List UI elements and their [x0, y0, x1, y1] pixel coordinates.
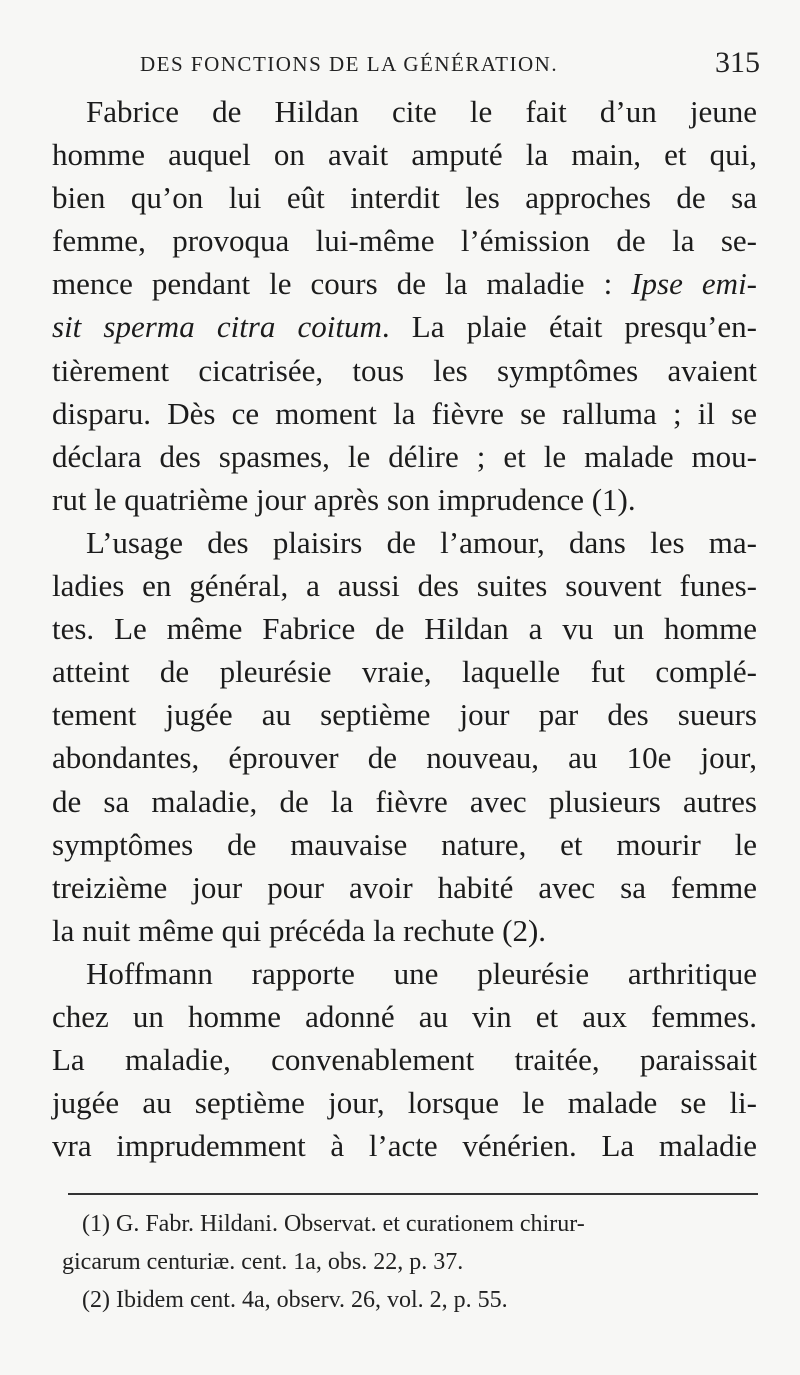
- latin-quote: Ipse emi-: [631, 266, 758, 302]
- text-line: la nuit même qui précéda la rechute (2).: [52, 912, 547, 948]
- text-line: chez un homme adonné au vin et aux femmes.: [52, 998, 757, 1034]
- footnote-divider: [68, 1193, 758, 1195]
- text-line: tes. Le même Fabrice de Hildan a vu un homme: [52, 611, 757, 647]
- text-line: déclara des spasmes, le délire ; et le malade mou-: [52, 438, 757, 474]
- latin-quote: sit sperma citra coitum: [52, 309, 382, 345]
- text-line: jugée au septième jour, lorsque le malade se li-: [52, 1085, 757, 1121]
- text-line: Fabrice de Hildan cite le fait d’un jeune: [86, 94, 757, 129]
- text-line: de sa maladie, de la fièvre avec plusieurs autres: [52, 783, 757, 819]
- text-line: L’usage des plaisirs de l’amour, dans les ma-: [86, 524, 757, 560]
- footnote-line: (2) Ibidem cent. 4a, observ. 26, vol. 2, p. 55.: [82, 1287, 508, 1313]
- body-text: [52, 90, 757, 1167]
- text-line: bien qu’on lui eût interdit les approches de sa: [52, 180, 757, 216]
- text-line: homme auquel on avait amputé la main, et qui,: [52, 137, 757, 173]
- text-line: abondantes, éprouver de nouveau, au 10e jour,: [52, 740, 757, 776]
- text-line: disparu. Dès ce moment la fièvre se ralluma ; il se: [52, 395, 757, 431]
- page-header: [140, 48, 760, 88]
- text-line: vra imprudemment à l’acte vénérien. La maladie: [52, 1128, 757, 1164]
- text-line: symptômes de mauvaise nature, et mourir le: [52, 826, 757, 862]
- page-number: 315: [715, 46, 760, 79]
- text-line: Hoffmann rapporte une pleurésie arthritique: [86, 955, 757, 991]
- text-line: treizième jour pour avoir habité avec sa femme: [52, 869, 757, 905]
- text-line: atteint de pleurésie vraie, laquelle fut complé-: [52, 654, 757, 690]
- text-line: sit sperma citra coitum. La plaie était presqu’en-: [52, 309, 757, 345]
- text-line: tement jugée au septième jour par des sueurs: [52, 697, 757, 733]
- footnote-line: gicarum centuriæ. cent. 1a, obs. 22, p. 37.: [62, 1249, 464, 1275]
- text-line: femme, provoqua lui-même l’émission de la se-: [52, 223, 757, 259]
- text-line: ladies en général, a aussi des suites souvent funes-: [52, 568, 757, 604]
- text-line: mence pendant le cours de la maladie : Ipse emi-: [52, 266, 758, 302]
- footnote-line: (1) G. Fabr. Hildani. Observat. et curationem chirur-: [82, 1211, 585, 1237]
- text-line: rut le quatrième jour après son imprudence (1).: [52, 481, 636, 517]
- footnotes: [62, 1205, 757, 1319]
- text-line: tièrement cicatrisée, tous les symptômes avaient: [52, 352, 757, 388]
- text-line: La maladie, convenablement traitée, paraissait: [52, 1042, 757, 1078]
- running-title: DES FONCTIONS DE LA GÉNÉRATION.: [140, 52, 559, 76]
